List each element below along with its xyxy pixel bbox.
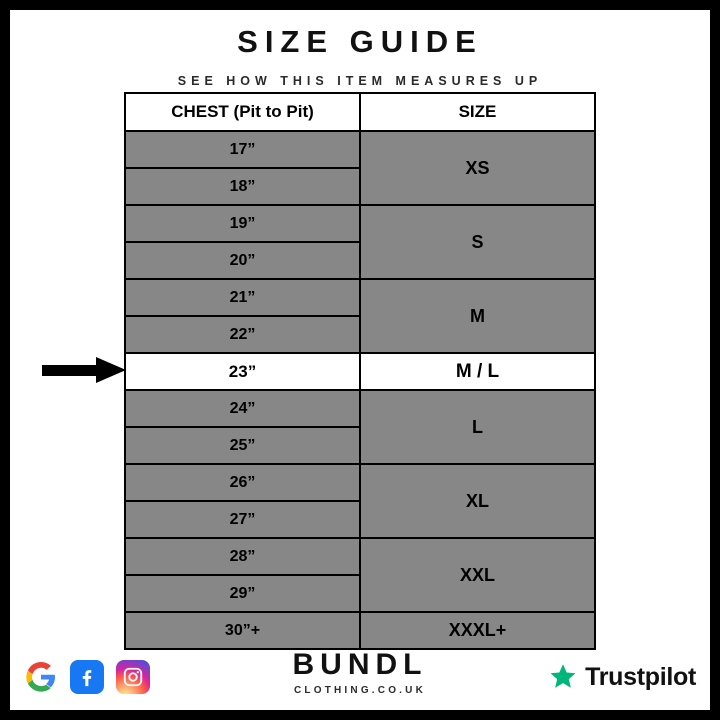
chest-cell: 19” bbox=[125, 205, 360, 242]
column-header-size: SIZE bbox=[360, 93, 595, 131]
chest-cell: 18” bbox=[125, 168, 360, 205]
table-row bbox=[125, 464, 595, 501]
chest-cell: 27” bbox=[125, 501, 360, 538]
chest-cell: 29” bbox=[125, 575, 360, 612]
table-row bbox=[125, 390, 595, 427]
table-row bbox=[125, 205, 595, 242]
arrow-head bbox=[96, 357, 126, 383]
table-row bbox=[125, 131, 595, 168]
table-row bbox=[125, 279, 595, 316]
size-cell: L bbox=[360, 390, 595, 464]
arrow-right-icon bbox=[42, 357, 128, 383]
size-cell: XXXL+ bbox=[360, 612, 595, 649]
brand-sub: CLOTHING.CO.UK bbox=[293, 685, 427, 696]
table-row bbox=[125, 538, 595, 575]
arrow-shaft bbox=[42, 365, 98, 376]
chest-cell: 23” bbox=[125, 353, 360, 390]
chest-cell: 20” bbox=[125, 242, 360, 279]
column-header-chest: CHEST (Pit to Pit) bbox=[125, 93, 360, 131]
chest-cell: 26” bbox=[125, 464, 360, 501]
chest-cell: 25” bbox=[125, 427, 360, 464]
size-cell: XXL bbox=[360, 538, 595, 612]
footer bbox=[10, 630, 710, 710]
size-cell: XS bbox=[360, 131, 595, 205]
table-row bbox=[125, 353, 595, 390]
chest-cell: 17” bbox=[125, 131, 360, 168]
size-guide-card bbox=[10, 10, 710, 710]
chest-cell: 28” bbox=[125, 538, 360, 575]
size-cell: XL bbox=[360, 464, 595, 538]
table-header-row bbox=[125, 93, 595, 131]
size-table-wrapper bbox=[124, 92, 596, 650]
size-cell: S bbox=[360, 205, 595, 279]
page-title: SIZE GUIDE bbox=[237, 24, 483, 59]
brand-name: BUNDL bbox=[292, 648, 428, 681]
size-cell: M / L bbox=[360, 353, 595, 390]
chest-cell: 21” bbox=[125, 279, 360, 316]
trustpilot-star-icon bbox=[548, 662, 578, 692]
page-subtitle: SEE HOW THIS ITEM MEASURES UP bbox=[177, 74, 543, 88]
trustpilot-badge[interactable] bbox=[548, 662, 696, 692]
chest-cell: 30”+ bbox=[125, 612, 360, 649]
trustpilot-label: Trustpilot bbox=[585, 662, 696, 691]
size-table bbox=[124, 92, 596, 650]
chest-cell: 22” bbox=[125, 316, 360, 353]
size-table-head bbox=[125, 93, 595, 131]
size-table-body bbox=[125, 131, 595, 649]
chest-cell: 24” bbox=[125, 390, 360, 427]
size-cell: M bbox=[360, 279, 595, 353]
